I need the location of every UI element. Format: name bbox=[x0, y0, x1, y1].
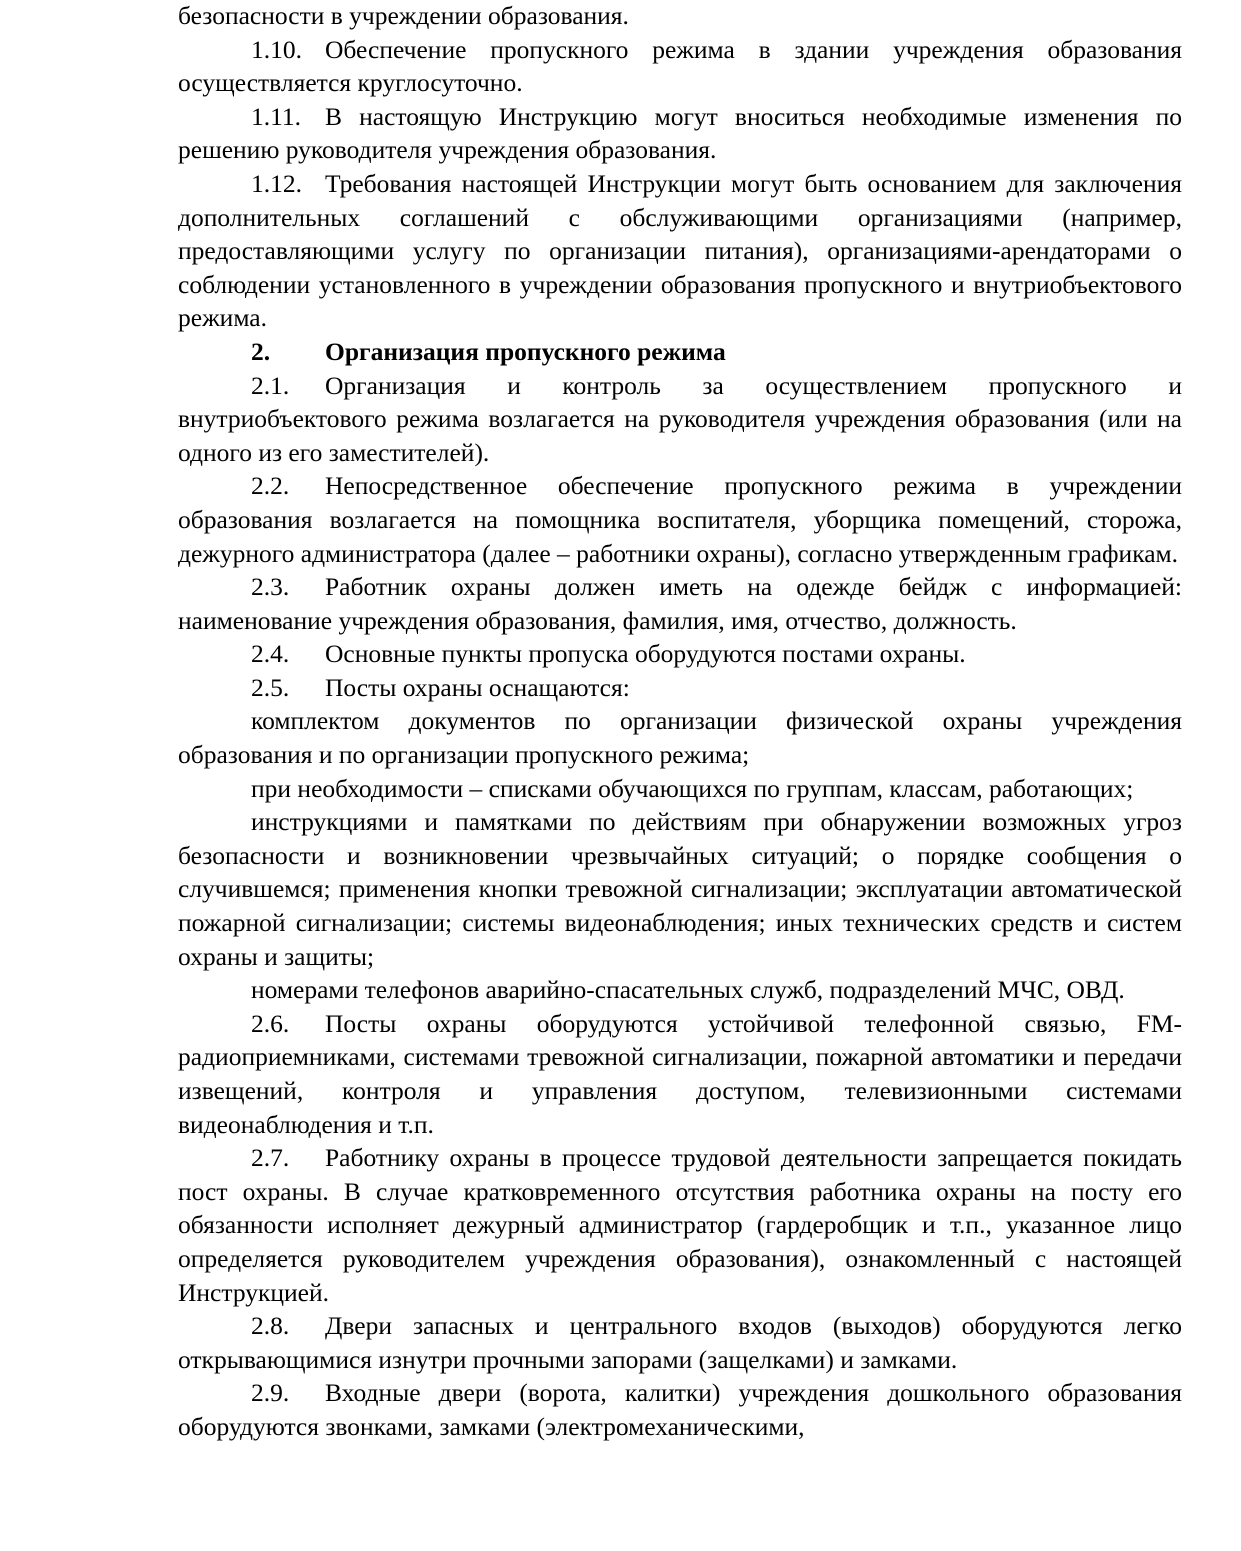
paragraph-2-9 bbox=[178, 1376, 1182, 1443]
section-title: Организация пропускного режима bbox=[325, 336, 726, 366]
paragraph-number: 1.10. bbox=[251, 34, 302, 64]
paragraph-text: номерами телефонов аварийно-спасательных служб, подразделений МЧС, ОВД. bbox=[251, 975, 1125, 1005]
list-item bbox=[178, 973, 1182, 1007]
paragraph-text: Посты охраны оснащаются: bbox=[325, 672, 630, 702]
paragraph-text: Организация и контроль за осуществлением пропускного и внутриобъектового режима возлагается на руководителя учреждения образования (или на одного из его заместителей). bbox=[178, 370, 1182, 467]
paragraph-1-11 bbox=[178, 100, 1182, 167]
paragraph-number: 2.2. bbox=[251, 471, 290, 501]
section-number: 2. bbox=[251, 336, 271, 366]
paragraph-1-10 bbox=[178, 33, 1182, 100]
paragraph-number: 2.9. bbox=[251, 1378, 290, 1408]
list-item bbox=[178, 805, 1182, 973]
paragraph-2-1 bbox=[178, 369, 1182, 470]
paragraph-text: инструкциями и памятками по действиям при обнаружении возможных угроз безопасности и возникновении чрезвычайных ситуаций; о порядке сообщения о случившемся; применения кнопки тревожной сигнализации; эксплуатации автоматической пожарной сигнализации; системы видеонаблюдения; иных технических средств и систем охраны и защиты; bbox=[178, 807, 1182, 971]
paragraph-text: Работнику охраны в процессе трудовой деятельности запрещается покидать пост охраны. В случае кратковременного отсутствия работника охраны на посту его обязанности исполняет дежурный администратор (гардеробщик и т.п., указанное лицо определяется руководителем учреждения образования), ознакомленный с настоящей Инструкцией. bbox=[178, 1143, 1182, 1307]
paragraph-text: Посты охраны оборудуются устойчивой телефонной связью, FM-радиоприемниками, системами тревожной сигнализации, пожарной автоматики и передачи извещений, контроля и управления доступом, телевизионными системами видеонаблюдения и т.п. bbox=[178, 1008, 1182, 1139]
paragraph-text: Входные двери (ворота, калитки) учреждения дошкольного образования оборудуются звонками, замками (электромеханическими, bbox=[178, 1378, 1182, 1441]
section-heading bbox=[178, 335, 1182, 369]
list-item bbox=[178, 772, 1182, 806]
paragraph-number: 1.11. bbox=[251, 101, 302, 131]
paragraph-continuation: безопасности в учреждении образования. bbox=[178, 1, 629, 30]
paragraph-2-5 bbox=[178, 671, 1182, 705]
paragraph-number: 2.7. bbox=[251, 1143, 290, 1173]
paragraph-text: Требования настоящей Инструкции могут быть основанием для заключения дополнительных соглашений с обслуживающими организациями (например, предоставляющими услугу по организации питания), организациями-арендаторами о соблюдении установленного в учреждении образования пропускного и внутриобъектового режима. bbox=[178, 168, 1182, 333]
paragraph-text: Непосредственное обеспечение пропускного режима в учреждении образования возлагается на помощника воспитателя, уборщика помещений, сторожа, дежурного администратора (далее – работники охраны), согласно утвержденным графикам. bbox=[178, 471, 1182, 568]
document-page bbox=[178, 0, 1182, 1444]
paragraph-2-4 bbox=[178, 637, 1182, 671]
paragraph-2-6 bbox=[178, 1007, 1182, 1141]
paragraph-text: Основные пункты пропуска оборудуются постами охраны. bbox=[325, 639, 966, 669]
paragraph-number: 2.6. bbox=[251, 1008, 290, 1038]
paragraph-number: 2.5. bbox=[251, 672, 290, 702]
paragraph-number: 2.3. bbox=[251, 572, 290, 602]
paragraph-number: 2.8. bbox=[251, 1311, 290, 1341]
paragraph-number: 2.1. bbox=[251, 370, 290, 400]
paragraph-text: Обеспечение пропускного режима в здании учреждения образования осуществляется круглосуточно. bbox=[178, 34, 1182, 98]
paragraph-text: В настоящую Инструкцию могут вноситься необходимые изменения по решению руководителя учреждения образования. bbox=[178, 101, 1182, 165]
paragraph-text: комплектом документов по организации физической охраны учреждения образования и по организации пропускного режима; bbox=[178, 706, 1182, 770]
list-item bbox=[178, 704, 1182, 771]
paragraph-2-3 bbox=[178, 570, 1182, 637]
paragraph-text: Работник охраны должен иметь на одежде бейдж с информацией: наименование учреждения образования, фамилия, имя, отчество, должность. bbox=[178, 572, 1182, 635]
paragraph-2-7 bbox=[178, 1141, 1182, 1309]
paragraph-1-12 bbox=[178, 167, 1182, 335]
paragraph-2-8 bbox=[178, 1309, 1182, 1376]
paragraph-2-2 bbox=[178, 469, 1182, 570]
paragraph-number: 2.4. bbox=[251, 639, 290, 669]
paragraph-text: при необходимости – списками обучающихся по группам, классам, работающих; bbox=[251, 773, 1134, 803]
paragraph-text: Двери запасных и центрального входов (выходов) оборудуются легко открывающимися изнутри прочными запорами (защелками) и замками. bbox=[178, 1311, 1182, 1374]
paragraph-number: 1.12. bbox=[251, 168, 302, 198]
